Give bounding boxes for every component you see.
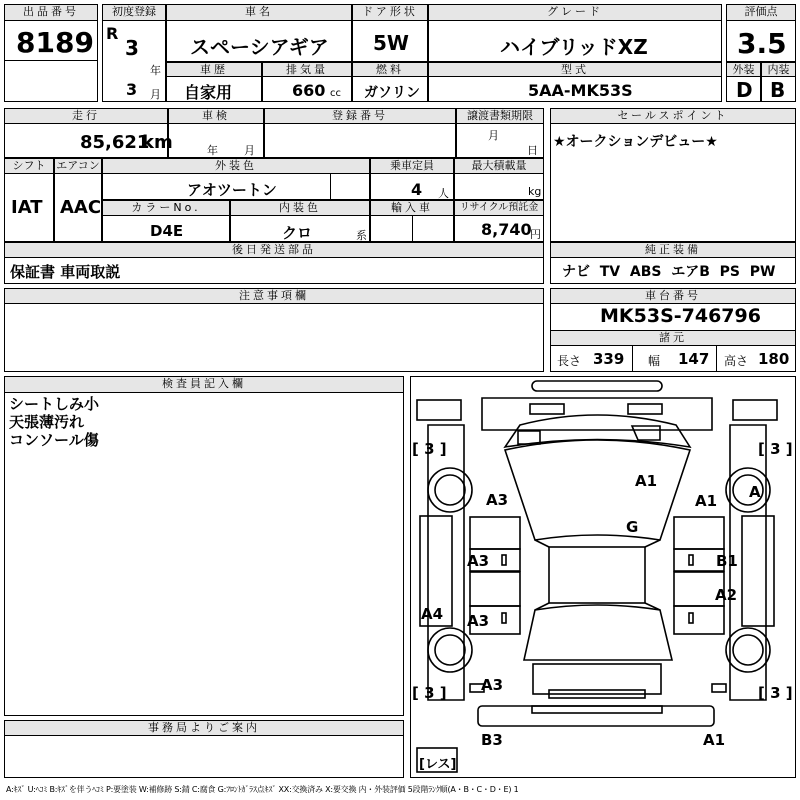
sales-point-text: ★オークションデビュー★ [553,134,718,150]
displacement-unit: cc [330,88,341,99]
first-reg-label: 初度登録 [102,4,166,21]
capacity-unit: 人 [438,187,449,200]
specs-label: 諸元 [550,330,796,346]
load-label: 最大積載量 [454,158,544,174]
equip-tv: TV [599,264,621,280]
int-grade: B [770,78,786,102]
recycle-unit: 円 [530,228,541,241]
history-label: 車歴 [166,62,262,77]
equip-pw: PW [749,264,776,280]
model-value: 5AA-MK53S [528,81,633,100]
shift-value: IAT [11,197,43,218]
mileage-label: 走行 [4,108,168,124]
history-value: 自家用 [184,83,233,102]
interior-color-label: 内装色 [230,200,370,216]
first-reg-year: 3 [125,36,139,60]
reg-label: 登録番号 [264,108,456,124]
grade-label: グレード [428,4,722,21]
length-label: 長さ [557,354,582,368]
damage-mark: B1 [716,552,738,570]
mileage-unit: km [142,132,173,153]
inspector-line: コンソール傷 [9,431,99,449]
damage-mark: A3 [467,612,490,630]
month-unit: 月 [150,88,161,101]
damage-mark: A2 [715,586,738,604]
transfer-label: 譲渡書類期限 [456,108,544,124]
color-no-label: カラーNo. [102,200,230,216]
inspection-label: 車検 [168,108,264,124]
era: R [106,24,119,43]
spare-tire-label: [レス] [419,757,457,772]
tire-grade-rear-right: [ 3 ] [758,684,793,702]
damage-mark: A3 [467,552,490,570]
color-value: アオツートン [187,181,277,199]
year-unit: 年 [150,64,161,77]
displacement-value: 660 [292,81,326,100]
damage-mark: B3 [481,731,503,749]
lot-no: 8189 [16,26,94,59]
damage-mark: A [749,483,761,501]
damage-mark: A3 [486,491,509,509]
model-label: 型式 [428,62,722,77]
color-label: 外装色 [102,158,370,174]
insp-year-unit: 年 [207,144,218,157]
damage-mark: A3 [481,676,504,694]
door-value: 5W [373,31,409,55]
damage-mark: A1 [635,472,658,490]
length-value: 339 [593,350,625,368]
ac-label: エアコン [54,158,102,174]
tire-grade-rear-left: [ 3 ] [412,684,447,702]
parts-value: 保証書 車両取説 [10,263,121,281]
fuel-label: 燃料 [352,62,428,77]
car-name: スペーシアギア [190,35,329,59]
damage-mark: A4 [421,605,444,623]
score-value: 3.5 [737,27,787,60]
height-value: 180 [758,350,790,368]
score-label: 評価点 [726,4,796,21]
shift-label: シフト [4,158,54,174]
inspector-line: 天張薄汚れ [9,413,85,431]
first-reg-month: 3 [126,80,138,99]
damage-mark: G [626,518,639,536]
chassis-label: 車台番号 [550,288,796,304]
grade-value: ハイブリッドXZ [500,35,648,59]
inspector-line: シートしみ小 [9,395,100,413]
equip-airbag: エアB [671,264,710,280]
width-value: 147 [678,350,710,368]
chassis-value: MK53S-746796 [600,305,761,327]
import-label: 輸入車 [370,200,454,216]
tire-grade-front-right: [ 3 ] [758,440,793,458]
ext-label: 外装 [726,62,761,77]
equip-ps: PS [719,264,740,280]
color-no-value: D4E [150,222,184,240]
displacement-label: 排気量 [262,62,352,77]
ac-value: AAC [60,197,102,218]
mileage-value: 85,621 [80,132,150,153]
recycle-value: 8,740 [481,220,532,239]
notes-label: 注意事項欄 [4,288,544,304]
parts-label: 後日発送部品 [4,242,544,258]
recycle-label: リサイクル預託金 [454,200,544,216]
legend-text: A:ｷｽﾞ U:ﾍｺﾐ B:ｷｽﾞを伴うﾍｺﾐ P:要塗装 W:補修跡 S:錆 C:腐食 G:ﾌﾛﾝﾄｶﾞﾗｽ点ｷｽﾞ XX:交換済み X:要交換 内・外装評価 5段階ﾗﾝｸ順(A・B・C・D・E) 1 [6,785,519,794]
equip-abs: ABS [629,264,662,280]
capacity-label: 乗車定員 [370,158,454,174]
tire-grade-front-left: [ 3 ] [412,440,447,458]
int-label: 内装 [761,62,796,77]
width-label: 幅 [648,354,661,368]
transfer-day-unit: 日 [527,144,538,157]
equipment-label: 純正装備 [550,242,796,258]
height-label: 高さ [724,354,749,368]
car-name-label: 車名 [166,4,352,21]
interior-color-suffix: 系 [356,229,367,242]
equip-nav: ナビ [562,264,590,280]
transfer-month-unit: 月 [488,129,499,142]
sales-point-label: セールスポイント [550,108,796,124]
load-unit: kg [528,185,542,198]
fuel-value: ガソリン [364,85,420,101]
damage-mark: A1 [695,492,718,510]
insp-month-unit: 月 [244,144,255,157]
door-label: ドア形状 [352,4,428,21]
ext-grade: D [736,78,753,102]
capacity-value: 4 [411,180,423,199]
office-label: 事務局よりご案内 [4,720,404,736]
damage-mark: A1 [703,731,726,749]
interior-color-value: クロ [282,224,313,242]
inspector-label: 検査員記入欄 [4,376,404,393]
lot-no-label: 出品番号 [4,4,98,21]
